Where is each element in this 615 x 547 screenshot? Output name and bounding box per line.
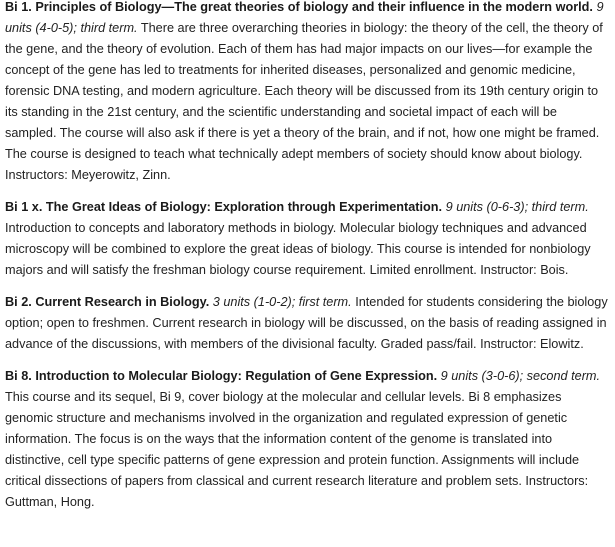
course-description: There are three overarching theories in biology: the theory of the cell, the theory of the gene, and the theory of evolution. Each of them has had major impacts on our lives—for example the concept of the gene has led to treatments for inherited diseases, personalized and genomic medicine, forensic DNA testing, and modern agriculture. Each theory will be discussed from its 19th century origin to its standing in the 21st century, and the scientific understanding and societal impact of each will be sampled. The course will also ask if there is yet a theory of the brain, and if not, how one might be framed. The course is designed to teach what technically adept members of society should know about biology. Instructors: Meyerowitz, Zinn. <box>5 21 603 182</box>
course-units: 9 units (0-6-3); third term. <box>445 200 589 214</box>
course-units: 3 units (1-0-2); first term. <box>212 295 352 309</box>
course-code: Bi 1. <box>5 0 32 14</box>
course-code: Bi 1 x. <box>5 200 43 214</box>
course-entry-bi-8 <box>5 366 611 513</box>
course-title: Principles of Biology—The great theories of biology and their influence in the modern world. <box>35 0 593 14</box>
course-code: Bi 2. <box>5 295 32 309</box>
course-entry-bi-2 <box>5 292 611 355</box>
course-description: This course and its sequel, Bi 9, cover biology at the molecular and cellular levels. Bi 8 emphasizes genomic structure and mechanisms involved in the organization and regulated expression of genetic information. The focus is on the ways that the information content of the genome is translated into distinctive, cell type specific patterns of gene expression and protein function. Assignments will include critical dissections of papers from classical and current research literature and problem sets. Instructors: Guttman, Hong. <box>5 390 589 509</box>
course-units: 9 units (3-0-6); second term. <box>440 369 601 383</box>
course-units: 9 units (4-0-5); third term. <box>5 0 604 35</box>
course-description: Intended for students considering the biology option; open to freshmen. Current research in biology will be discussed, on the basis of reading assigned in advance of the discussions, with members of the divisional faculty. Graded pass/fail. Instructor: Elowitz. <box>5 295 608 351</box>
course-code: Bi 8. <box>5 369 32 383</box>
course-entry-bi-1 <box>5 0 611 186</box>
course-entry-bi-1x <box>5 197 611 281</box>
course-title: Introduction to Molecular Biology: Regulation of Gene Expression. <box>35 369 438 383</box>
course-description: Introduction to concepts and laboratory methods in biology. Molecular biology techniques and advanced microscopy will be combined to explore the great ideas of biology. This course is intended for nonbiology majors and will satisfy the freshman biology course requirement. Limited enrollment. Instructor: Bois. <box>5 221 591 277</box>
course-title: Current Research in Biology. <box>35 295 210 309</box>
course-title: The Great Ideas of Biology: Exploration through Experimentation. <box>45 200 443 214</box>
